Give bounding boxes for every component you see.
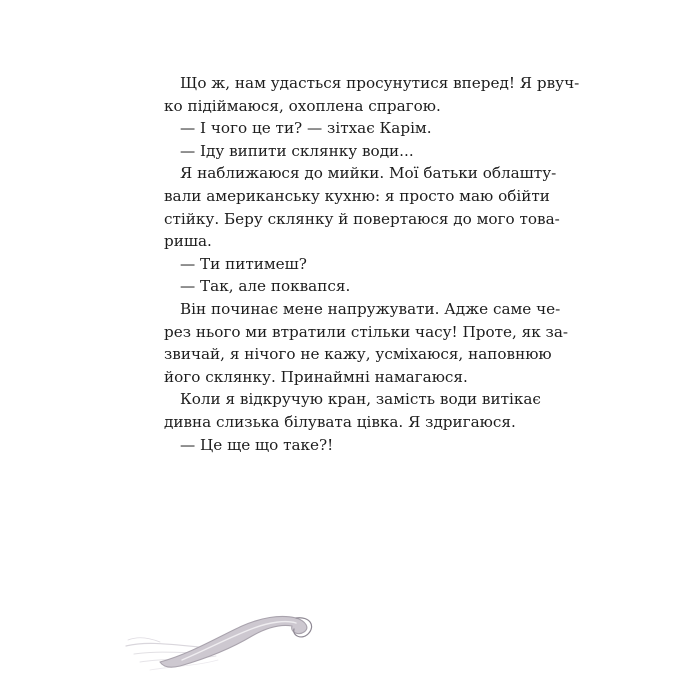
dialogue-line bbox=[164, 434, 534, 457]
dialogue-line bbox=[164, 117, 534, 140]
text-line: Коли я відкручую кран, замість води витікає bbox=[180, 390, 541, 409]
paragraph bbox=[164, 162, 560, 252]
text-line: Він починає мене напружувати. Адже саме че- bbox=[180, 299, 561, 318]
text-line: вали американську кухню: я просто маю обійти bbox=[164, 186, 550, 205]
text-line: — І чого це ти? — зітхає Карім. bbox=[180, 119, 432, 138]
text-line: Я наближаюся до мийки. Мої батьки облашту- bbox=[180, 164, 557, 183]
paragraph bbox=[164, 388, 541, 433]
text-line: риша. bbox=[164, 232, 212, 251]
text-line: — Ти питимеш? bbox=[180, 254, 307, 273]
text-line: — Іду випити склянку води... bbox=[180, 141, 414, 160]
text-line: — Так, але поквапся. bbox=[180, 277, 351, 296]
text-line: Що ж, нам удасться просунутися вперед! Я рвуч- bbox=[180, 74, 580, 92]
text-line: — Це ще що таке?! bbox=[180, 435, 334, 454]
dialogue-line bbox=[164, 275, 534, 298]
text-line: звичай, я нічого не кажу, усміхаюся, наповнюю bbox=[164, 345, 552, 364]
text-line: ко підіймаюся, охоплена спрагою. bbox=[164, 96, 441, 115]
paragraph bbox=[164, 298, 569, 388]
text-line: стійку. Беру склянку й повертаюся до мого това- bbox=[164, 209, 560, 228]
tentacle-swirl-icon bbox=[120, 596, 320, 686]
page-text bbox=[164, 72, 580, 456]
dialogue-line bbox=[164, 253, 534, 276]
paragraph bbox=[164, 72, 580, 117]
text-line: дивна слизька білувата цівка. Я здригаюся. bbox=[164, 412, 516, 431]
dialogue-line bbox=[164, 140, 534, 163]
text-line: рез нього ми втратили стільки часу! Проте, як за- bbox=[164, 322, 569, 341]
text-line: його склянку. Принаймні намагаюся. bbox=[164, 367, 468, 386]
